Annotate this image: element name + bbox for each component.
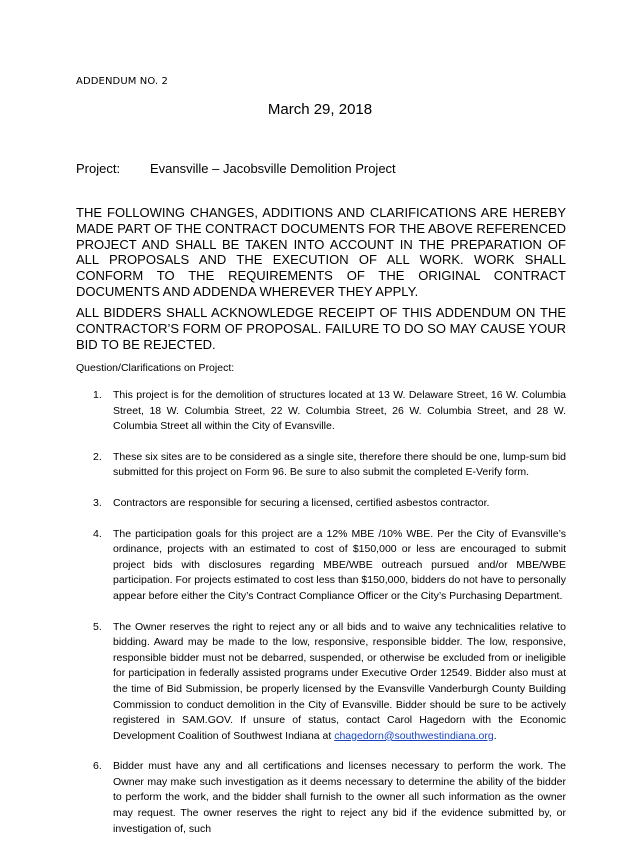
item-number: 2. — [93, 450, 102, 463]
questions-heading: Question/Clarifications on Project: — [76, 362, 235, 374]
list-item — [76, 388, 566, 435]
item-number: 6. — [93, 760, 102, 773]
item-text-end: . — [493, 729, 497, 742]
acknowledge-notice: ALL BIDDERS SHALL ACKNOWLEDGE RECEIPT OF THIS ADDENDUM ON THE CONTRACTOR’S FORM OF PROPOSAL. FAILURE TO DO SO MAY CAUSE YOUR BID TO BE REJECTED. — [76, 305, 566, 352]
item-text: Bidder must have any and all certifications and licenses necessary to perform the work. The Owner may make such investigation as it deems necessary to determine the ability of the bidder to perform the work, and the bidder shall furnish to the owner all such information as the owner may request. The owner reserves the right to reject any bid if the evidence submitted by, or investigation of, such — [113, 760, 566, 835]
addendum-number: ADDENDUM NO. 2 — [76, 76, 168, 87]
list-item — [76, 620, 566, 745]
item-number: 3. — [93, 496, 102, 509]
changes-notice: THE FOLLOWING CHANGES, ADDITIONS AND CLARIFICATIONS ARE HEREBY MADE PART OF THE CONTRACT DOCUMENTS FOR THE ABOVE REFERENCED PROJECT AND SHALL BE TAKEN INTO ACCOUNT IN THE PREPARATION OF ALL PROPOSALS AND THE EXECUTION OF ALL WORK. WORK SHALL CONFORM TO THE REQUIREMENTS OF THE ORIGINAL CONTRACT DOCUMENTS AND ADDENDA WHEREVER THEY APPLY. — [76, 205, 566, 299]
item-text: Contractors are responsible for securing a licensed, certified asbestos contractor. — [113, 496, 490, 509]
list-item — [76, 450, 566, 481]
list-item — [76, 527, 566, 605]
item-text: This project is for the demolition of structures located at 13 W. Delaware Street, 16 W. Columbia Street, 18 W. Columbia Street, 22 W. Columbia Street, 26 W. Columbia Street, and 28 W. Columbia Street all within the City of Evansville. — [113, 389, 566, 433]
document-date: March 29, 2018 — [267, 101, 373, 118]
project-label: Project: — [76, 161, 121, 176]
project-name: Evansville – Jacobsville Demolition Project — [150, 161, 396, 176]
item-number: 5. — [93, 620, 102, 633]
list-item — [76, 759, 566, 837]
item-number: 1. — [93, 389, 102, 401]
item-text: The participation goals for this project are a 12% MBE /10% WBE. Per the City of Evansville’s ordinance, projects with an estimated to cost of $150,000 or less are encouraged to submit project bids with disclosures regarding MBE/WBE outreach pursued and/or MBE/WBE participation. For projects estimated to cost less than $150,000, bidders do not have to personally appear before either the City’s Contract Compliance Officer or the City’s Purchasing Department. — [113, 527, 566, 602]
item-number: 4. — [93, 527, 102, 540]
item-text: These six sites are to be considered as a single site, therefore there should be one, lump-sum bid submitted for this project on Form 96. Be sure to also submit the completed E-Verify form. — [113, 450, 566, 479]
list-item — [76, 496, 566, 512]
email-link[interactable]: chagedorn@southwestindiana.org — [334, 729, 494, 742]
project-line — [76, 161, 396, 176]
item-text: The Owner reserves the right to reject any or all bids and to waive any technicalities relative to bidding. Award may be made to the low, responsive, responsible bidder. The low, responsive, responsible bidder must not be debarred, suspended, or otherwise be excluded from or ineligible for participation in federally assisted programs under Executive Order 12549. Bidder also must at the time of Bid Submission, be properly licensed by the Evansville Vanderburgh County Building Commission to conduct demolition in the City of Evansville. Bidder should be sure to be actively registered in SAM.GOV. If unsure of status, contact Carol Hagedorn with the Economic Development Coalition of Southwest Indiana at — [113, 620, 566, 742]
clarification-list — [76, 388, 566, 852]
